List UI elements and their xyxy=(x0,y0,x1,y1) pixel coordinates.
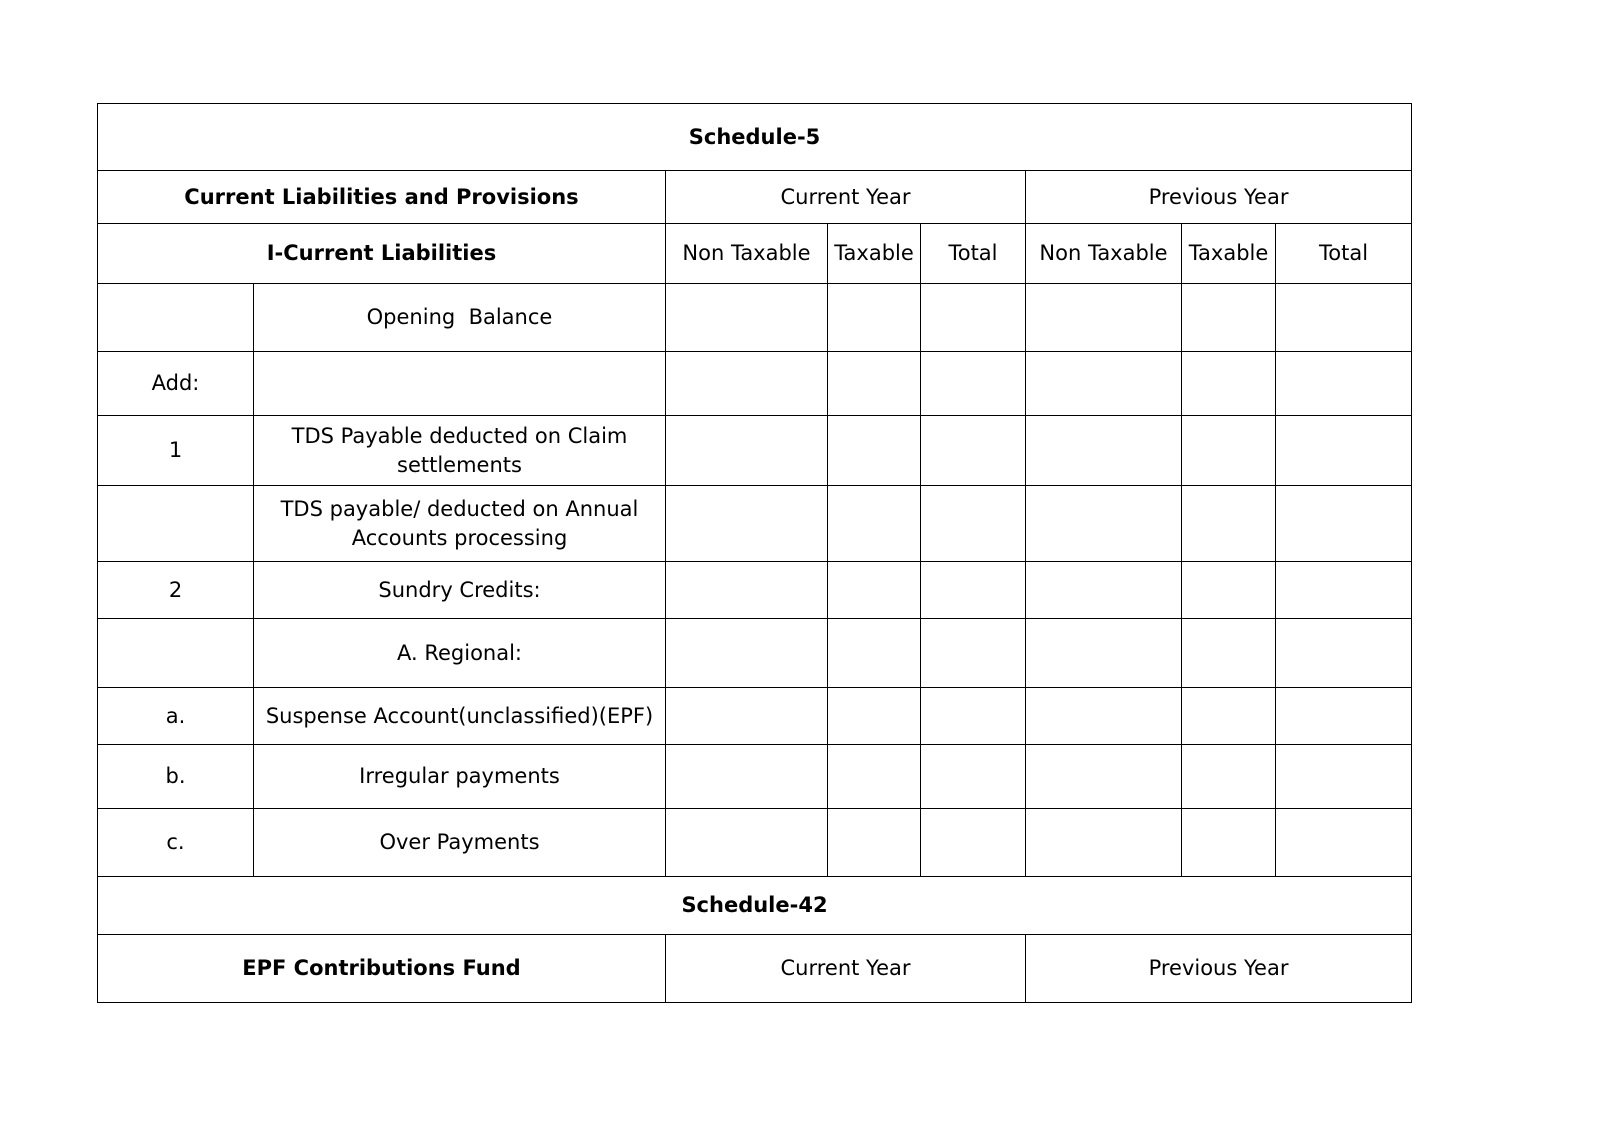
row-label: Sundry Credits: xyxy=(254,562,666,619)
table-row xyxy=(98,809,1412,877)
previous-year-header: Previous Year xyxy=(1026,171,1412,224)
previous-total-header: Total xyxy=(1276,224,1412,284)
current-year-header: Current Year xyxy=(666,171,1026,224)
cell-previous-total xyxy=(1276,619,1412,688)
cell-current-non-taxable xyxy=(666,284,828,352)
cell-previous-total xyxy=(1276,352,1412,416)
cell-current-non-taxable xyxy=(666,416,828,486)
row-label: Over Payments xyxy=(254,809,666,877)
epf-current-year-header: Current Year xyxy=(666,935,1026,1003)
cell-current-taxable xyxy=(828,352,921,416)
cell-previous-total xyxy=(1276,688,1412,745)
cell-current-taxable xyxy=(828,688,921,745)
cell-current-taxable xyxy=(828,809,921,877)
row-label: A. Regional: xyxy=(254,619,666,688)
cell-previous-taxable xyxy=(1182,284,1276,352)
current-non-taxable-header: Non Taxable xyxy=(666,224,828,284)
cell-current-total xyxy=(921,745,1026,809)
cell-previous-non-taxable xyxy=(1026,745,1182,809)
epf-section-title: EPF Contributions Fund xyxy=(98,935,666,1003)
row-index: 1 xyxy=(98,416,254,486)
table-row xyxy=(98,688,1412,745)
cell-current-non-taxable xyxy=(666,619,828,688)
table-row xyxy=(98,416,1412,486)
cell-current-total xyxy=(921,562,1026,619)
cell-previous-non-taxable xyxy=(1026,284,1182,352)
cell-previous-total xyxy=(1276,562,1412,619)
schedule-42-title: Schedule-42 xyxy=(98,877,1412,935)
cell-previous-non-taxable xyxy=(1026,352,1182,416)
row-label: Opening Balance xyxy=(254,284,666,352)
cell-current-taxable xyxy=(828,745,921,809)
cell-current-total xyxy=(921,688,1026,745)
cell-current-taxable xyxy=(828,619,921,688)
cell-previous-non-taxable xyxy=(1026,809,1182,877)
cell-current-taxable xyxy=(828,486,921,562)
cell-current-non-taxable xyxy=(666,688,828,745)
cell-previous-non-taxable xyxy=(1026,688,1182,745)
row-label: Suspense Account(unclassified)(EPF) xyxy=(254,688,666,745)
schedule-5-subheader-row xyxy=(98,224,1412,284)
cell-current-non-taxable xyxy=(666,745,828,809)
cell-current-total xyxy=(921,486,1026,562)
row-index: c. xyxy=(98,809,254,877)
row-index: b. xyxy=(98,745,254,809)
cell-current-non-taxable xyxy=(666,809,828,877)
table-row xyxy=(98,562,1412,619)
row-label xyxy=(254,352,666,416)
cell-previous-taxable xyxy=(1182,619,1276,688)
cell-current-non-taxable xyxy=(666,352,828,416)
row-index: a. xyxy=(98,688,254,745)
row-index xyxy=(98,619,254,688)
cell-previous-total xyxy=(1276,809,1412,877)
cell-current-taxable xyxy=(828,562,921,619)
row-index: Add: xyxy=(98,352,254,416)
cell-current-non-taxable xyxy=(666,486,828,562)
current-taxable-header: Taxable xyxy=(828,224,921,284)
row-index xyxy=(98,284,254,352)
cell-current-total xyxy=(921,809,1026,877)
cell-previous-non-taxable xyxy=(1026,562,1182,619)
row-index: 2 xyxy=(98,562,254,619)
table-row xyxy=(98,619,1412,688)
schedule-42-header-row xyxy=(98,935,1412,1003)
schedule-table xyxy=(97,103,1412,1003)
cell-current-total xyxy=(921,284,1026,352)
row-label: Irregular payments xyxy=(254,745,666,809)
cell-previous-non-taxable xyxy=(1026,416,1182,486)
cell-previous-non-taxable xyxy=(1026,486,1182,562)
table-row xyxy=(98,745,1412,809)
cell-previous-taxable xyxy=(1182,688,1276,745)
cell-previous-non-taxable xyxy=(1026,619,1182,688)
cell-current-taxable xyxy=(828,284,921,352)
cell-previous-taxable xyxy=(1182,562,1276,619)
schedule-5-title-row xyxy=(98,104,1412,171)
cell-previous-taxable xyxy=(1182,486,1276,562)
row-label: TDS payable/ deducted on Annual Accounts processing xyxy=(254,486,666,562)
cell-current-total xyxy=(921,416,1026,486)
row-label: TDS Payable deducted on Claim settlements xyxy=(254,416,666,486)
cell-previous-total xyxy=(1276,486,1412,562)
cell-current-total xyxy=(921,352,1026,416)
cell-current-non-taxable xyxy=(666,562,828,619)
table-row xyxy=(98,284,1412,352)
subsection-title: I-Current Liabilities xyxy=(98,224,666,284)
cell-previous-total xyxy=(1276,416,1412,486)
previous-non-taxable-header: Non Taxable xyxy=(1026,224,1182,284)
schedule-5-title: Schedule-5 xyxy=(98,104,1412,171)
cell-previous-taxable xyxy=(1182,745,1276,809)
cell-current-taxable xyxy=(828,416,921,486)
schedule-5-header-row xyxy=(98,171,1412,224)
row-index xyxy=(98,486,254,562)
cell-current-total xyxy=(921,619,1026,688)
table-row xyxy=(98,486,1412,562)
current-total-header: Total xyxy=(921,224,1026,284)
cell-previous-total xyxy=(1276,745,1412,809)
epf-previous-year-header: Previous Year xyxy=(1026,935,1412,1003)
cell-previous-taxable xyxy=(1182,416,1276,486)
cell-previous-total xyxy=(1276,284,1412,352)
cell-previous-taxable xyxy=(1182,352,1276,416)
cell-previous-taxable xyxy=(1182,809,1276,877)
table-row xyxy=(98,352,1412,416)
schedule-42-title-row xyxy=(98,877,1412,935)
section-title: Current Liabilities and Provisions xyxy=(98,171,666,224)
previous-taxable-header: Taxable xyxy=(1182,224,1276,284)
